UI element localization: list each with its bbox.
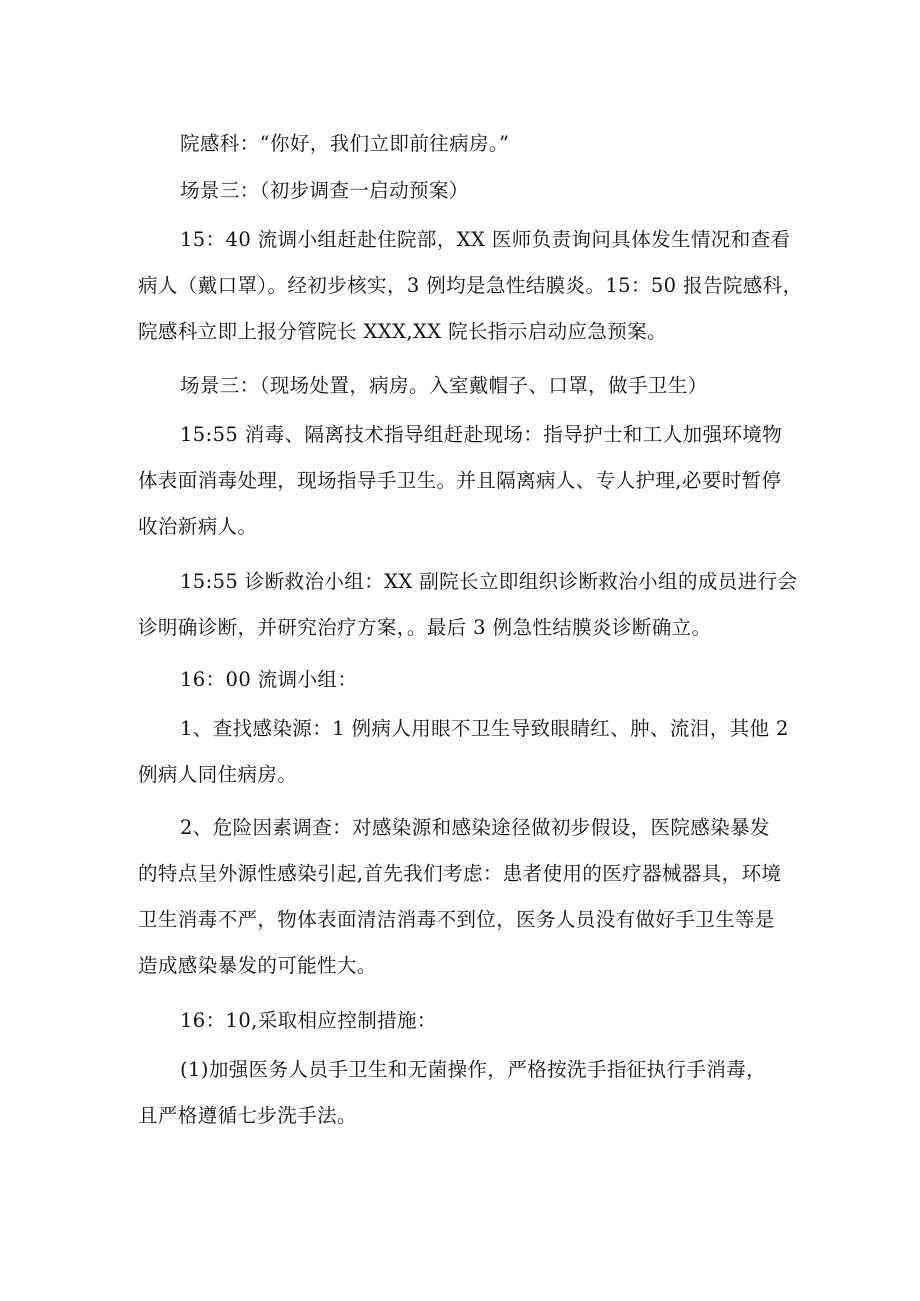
text-line: 场景三：（初步调查一启动预案）	[180, 179, 469, 202]
text-line: 造成感染暴发的可能性大。	[138, 954, 377, 977]
text-line: 病人（戴口罩）。经初步核实，3 例均是急性结膜炎。15：50 报告院感科，	[138, 274, 803, 297]
text-line: 且严格遵循七步洗手法。	[138, 1104, 357, 1127]
text-line: 院感科立即上报分管院长 XXX,XX 院长指示启动应急预案。	[138, 320, 668, 343]
paragraph	[138, 998, 788, 1044]
text-line: 例病人同住病房。	[138, 763, 298, 786]
paragraph	[138, 657, 788, 703]
paragraph	[138, 121, 788, 167]
paragraph	[138, 1047, 788, 1139]
paragraph	[138, 217, 803, 355]
text-line: (1)加强医务人员手卫生和无菌操作，严格按洗手指征执行手消毒，	[180, 1058, 767, 1081]
text-line: 院感科：“你好，我们立即前往病房。”	[180, 132, 510, 155]
text-line: 16：00 流调小组：	[180, 668, 358, 691]
scene-heading	[138, 168, 788, 214]
paragraph	[138, 805, 788, 989]
text-line: 卫生消毒不严，物体表面清洁消毒不到位，医务人员没有做好手卫生等是	[138, 908, 775, 931]
paragraph	[138, 412, 788, 550]
text-line: 16：10,采取相应控制措施：	[180, 1009, 437, 1032]
paragraph	[138, 706, 788, 798]
text-line: 诊明确诊断，并研究治疗方案，。最后 3 例急性结膜炎诊断确立。	[138, 616, 712, 639]
text-line: 15:55 消毒、隔离技术指导组赶赴现场：指导护士和工人加强环境物	[180, 423, 783, 446]
text-line: 15：40 流调小组赶赴住院部，XX 医师负责询问具体发生情况和查看	[180, 228, 791, 251]
text-line: 场景三：（现场处置，病房。入室戴帽子、口罩，做手卫生）	[180, 374, 708, 397]
text-line: 体表面消毒处理，现场指导手卫生。并且隔离病人、专人护理,必要时暂停	[138, 469, 782, 492]
scene-heading	[138, 363, 788, 409]
text-line: 2、危险因素调查：对感染源和感染途径做初步假设，医院感染暴发	[180, 816, 770, 839]
text-line: 收治新病人。	[138, 515, 258, 538]
paragraph	[138, 559, 798, 651]
text-line: 的特点呈外源性感染引起,首先我们考虑：患者使用的医疗器械器具，环境	[138, 862, 782, 885]
text-line: 15:55 诊断救治小组：XX 副院长立即组织诊断救治小组的成员进行会	[180, 570, 798, 593]
text-line: 1、查找感染源：1 例病人用眼不卫生导致眼睛红、肿、流泪，其他 2	[180, 717, 789, 740]
